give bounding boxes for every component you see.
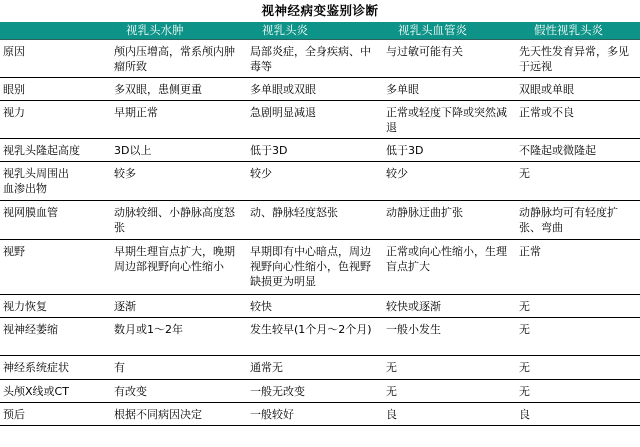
table-row [0,317,640,355]
table-cell: 早期即有中心暗点，周边视野向心性缩小，色视野缺损更为明显 [250,244,371,288]
table-cell: 无 [519,166,530,180]
table-cell: 数月或1～2年 [114,322,183,336]
column-header-papillitis: 视乳头炎 [244,22,380,39]
table-cell: 一般较好 [250,407,294,421]
table-cell: 无 [386,360,397,374]
row-label: 视乳头周围出血渗出物 [3,166,69,195]
table-cell: 有 [114,360,125,374]
table-cell: 低于3D [386,143,424,157]
table-cell: 较多 [114,166,136,180]
table-cell: 良 [386,407,397,421]
table-title: 视神经病变鉴别诊断 [261,3,379,18]
row-label: 原因 [3,44,25,58]
table-cell: 正常 [519,244,541,258]
table-cell: 正常或轻度下降或突然减退 [386,105,507,134]
table-cell: 不隆起或微隆起 [519,143,596,157]
table-cell: 无 [519,299,530,313]
table-row [0,379,640,402]
table-cell: 与过敏可能有关 [386,44,463,58]
table-cell: 双眼或单眼 [519,82,574,96]
table-cell: 发生较早(1个月～2个月) [250,322,372,336]
table-cell: 急剧明显减退 [250,105,316,119]
row-label: 视神经萎缩 [3,322,58,336]
header-corner-cell [0,22,108,39]
table-row [0,294,640,317]
table-row [0,402,640,425]
column-header-papilledema: 视乳头水肿 [108,22,244,39]
row-label: 视乳头隆起高度 [3,143,80,157]
row-label: 视力 [3,105,25,119]
table-row [0,239,640,294]
table-cell: 较少 [250,166,272,180]
table-cell: 动静脉均可有轻度扩张、弯曲 [519,205,618,234]
row-label: 视力恢复 [3,299,47,313]
table-cell: 较快 [250,299,272,313]
table-cell: 无 [519,322,530,336]
table-cell: 动、静脉轻度怒张 [250,205,338,219]
header-row [0,22,640,39]
table-cell: 较少 [386,166,408,180]
table-cell: 多单眼 [386,82,419,96]
table-cell: 多单眼或双眼 [250,82,316,96]
table-cell: 先天性发育异常，多见于远视 [519,44,629,73]
table-row [0,161,640,200]
table-cell: 一般无改变 [250,384,305,398]
column-header-pseudopapillitis: 假性视乳头炎 [516,22,640,39]
table-row [0,39,640,77]
differential-diagnosis-table [0,22,640,426]
table-cell: 局部炎症，全身疾病、中毒等 [250,44,371,73]
table-cell: 低于3D [250,143,288,157]
table-cell: 正常或不良 [519,105,574,119]
table-cell: 一般小发生 [386,322,441,336]
table-cell: 动静脉迂曲扩张 [386,205,463,219]
table-cell: 无 [386,384,397,398]
row-label: 眼别 [3,82,25,96]
table-cell: 通常无 [250,360,283,374]
table-row [0,77,640,100]
table-cell: 颅内压增高，常系颅内肿瘤所致 [114,44,235,73]
table-cell: 无 [519,384,530,398]
column-header-papillary-vasculitis: 视乳头血管炎 [380,22,516,39]
table-cell: 有改变 [114,384,147,398]
table-cell: 3D以上 [114,143,152,157]
row-label: 头颅X线或CT [3,384,69,398]
table-cell: 良 [519,407,530,421]
table-cell: 根据不同病因决定 [114,407,202,421]
table-cell: 正常或向心性缩小，生理盲点扩大 [386,244,507,273]
table-cell: 逐渐 [114,299,136,313]
table-row [0,355,640,379]
table-row [0,138,640,161]
table-row [0,200,640,239]
row-label: 预后 [3,407,25,421]
table-cell: 早期生理盲点扩大，晚期周边部视野向心性缩小 [114,244,235,273]
row-label: 视野 [3,244,25,258]
table-cell: 多双眼，患侧更重 [114,82,202,96]
row-label: 神经系统症状 [3,360,69,374]
table-cell: 早期正常 [114,105,158,119]
table-cell: 动脉较细、小静脉高度怒张 [114,205,235,234]
table-cell: 无 [519,360,530,374]
table-row [0,100,640,138]
table-cell: 较快或逐渐 [386,299,441,313]
row-label: 视网膜血管 [3,205,58,219]
